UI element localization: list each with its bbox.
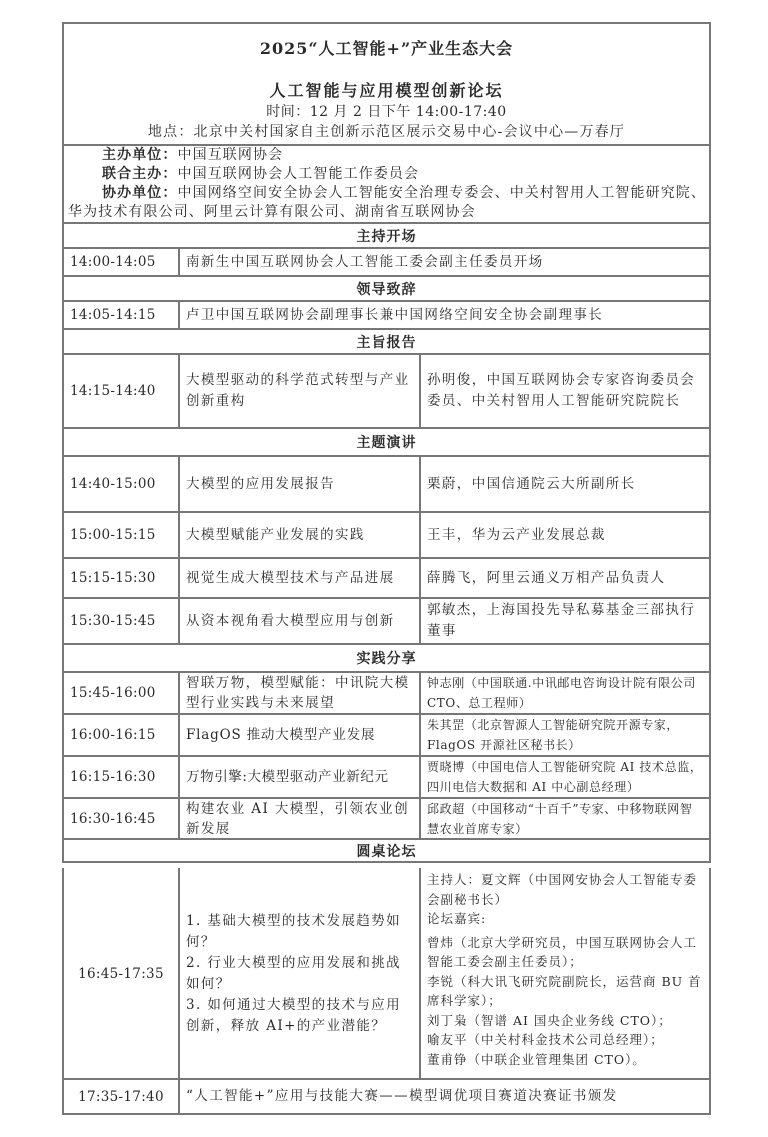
question-item: 2. 行业大模型的应用发展和挑战如何？ bbox=[186, 955, 402, 992]
section-opening: 主持开场 bbox=[356, 228, 417, 245]
content-cell: 南新生中国互联网协会人工智能工委会副主任委员开场 bbox=[186, 253, 544, 270]
cohost-value: 中国互联网协会人工智能工作委员会 bbox=[177, 166, 420, 182]
speaker-cell: 孙明俊，中国互联网协会专家咨询委员会委员、中关村智用人工智能研究院院长 bbox=[427, 372, 696, 409]
time-cell: 16:15-16:30 bbox=[70, 769, 156, 785]
topic-cell: 从资本视角看大模型应用与创新 bbox=[186, 612, 395, 629]
time-cell: 14:15-14:40 bbox=[70, 383, 156, 399]
section-keynote: 主旨报告 bbox=[356, 334, 417, 351]
question-item: 1. 基础大模型的技术发展趋势如何？ bbox=[186, 913, 402, 950]
speaker-cell: 钟志刚（中国联通.中讯邮电咨询设计院有限公司 CTO、总工程师） bbox=[427, 676, 697, 710]
time-cell: 14:40-15:00 bbox=[70, 476, 156, 492]
time-cell: 17:35-17:40 bbox=[78, 1088, 164, 1105]
time-cell: 14:05-14:15 bbox=[70, 307, 156, 323]
support-value-line1: 中国网络空间安全协会人工智能安全治理专委会、中关村智用人工智能研究院、 bbox=[177, 185, 706, 201]
time-cell: 15:45-16:00 bbox=[70, 685, 156, 701]
topic-cell: 构建农业 AI 大模型，引领农业创新发展 bbox=[186, 800, 409, 837]
time-cell: 16:30-16:45 bbox=[70, 810, 156, 827]
topic-cell: FlagOS 推动大模型产业发展 bbox=[186, 726, 376, 743]
conference-title: 2025“人工智能+”产业生态大会 bbox=[259, 39, 514, 58]
forum-title: 人工智能与应用模型创新论坛 bbox=[269, 81, 504, 100]
topic-cell: 智联万物，模型赋能：中讯院大模型行业实践与未来展望 bbox=[186, 675, 410, 711]
time-cell: 16:00-16:15 bbox=[70, 727, 156, 743]
speaker-cell: 王丰，华为云产业发展总裁 bbox=[427, 526, 606, 543]
time-cell: 14:00-14:05 bbox=[70, 254, 156, 270]
host-value: 中国互联网协会 bbox=[177, 147, 284, 163]
speaker-cell: 朱其罡（北京智源人工智能研究院开源专家，FlagOS 开源社区秘书长） bbox=[427, 718, 680, 752]
moderator: 主持人：夏文辉（中国网安协会人工智能专委会副秘书长） bbox=[427, 872, 698, 907]
time-cell: 15:15-15:30 bbox=[70, 570, 156, 586]
organizer-host bbox=[64, 146, 747, 165]
divider bbox=[62, 1113, 711, 1115]
section-theme: 主题演讲 bbox=[356, 435, 417, 451]
guest-item: 董甫铮（中联企业管理集团 CTO）。 bbox=[427, 1051, 646, 1067]
event-location: 地点：北京中关村国家自主创新示范区展示交易中心-会议中心—万春厅 bbox=[147, 124, 626, 140]
time-cell: 15:00-15:15 bbox=[70, 527, 156, 543]
topic-cell: 视觉生成大模型技术与产品进展 bbox=[186, 569, 395, 586]
event-time: 时间：12 月 2 日下午 14:00-17:40 bbox=[266, 104, 507, 120]
speaker-cell: 郭敏杰，上海国投先导私募基金三部执行董事 bbox=[427, 602, 696, 639]
guest-item: 喻友平（中关村科金技术公司总经理）； bbox=[427, 1032, 664, 1047]
divider bbox=[62, 861, 711, 863]
speaker-cell: 薛腾飞，阿里云通义万相产品负责人 bbox=[427, 569, 666, 586]
speaker-cell: 贾晓博（中国电信人工智能研究院 AI 技术总监，四川电信大数据和 AI 中心副总经理） bbox=[427, 760, 703, 794]
guests-label: 论坛嘉宾: bbox=[427, 911, 487, 926]
cohost-label: 联合主办： bbox=[102, 166, 178, 182]
speaker-cell: 栗蔚，中国信通院云大所副所长 bbox=[427, 475, 636, 492]
time-cell: 16:45-17:35 bbox=[78, 966, 164, 982]
topic-cell: 万物引擎:大模型驱动产业新纪元 bbox=[186, 768, 389, 785]
time-cell: 15:30-15:45 bbox=[70, 613, 156, 629]
divider bbox=[62, 22, 711, 24]
question-item: 3. 如何通过大模型的技术与应用创新，释放 AI+的产业潜能？ bbox=[186, 997, 402, 1034]
roundtable-panel bbox=[421, 868, 709, 1078]
support-label: 协办单位： bbox=[102, 185, 178, 201]
section-leaders: 领导致辞 bbox=[356, 281, 417, 298]
guest-item: 李锐（科大讯飞研究院副院长，运营商 BU 首席科学家）； bbox=[427, 973, 702, 1008]
section-practice: 实践分享 bbox=[356, 651, 417, 667]
topic-cell: 大模型驱动的科学范式转型与产业创新重构 bbox=[186, 372, 410, 409]
topic-cell: 大模型赋能产业发展的实践 bbox=[186, 526, 365, 543]
host-label: 主办单位： bbox=[102, 147, 178, 163]
content-cell: 卢卫中国互联网协会副理事长兼中国网络空间安全协会副理事长 bbox=[186, 306, 604, 323]
guest-item: 刘丁枭（智谱 AI 国央企业务线 CTO）； bbox=[427, 1012, 672, 1028]
section-roundtable: 圆桌论坛 bbox=[356, 843, 417, 860]
support-value-line2: 华为技术有限公司、阿里云计算有限公司、湖南省互联网协会 bbox=[68, 204, 476, 220]
organizer-cohost bbox=[64, 165, 747, 184]
content-cell: “人工智能+”应用与技能大赛——模型调优项目赛道决赛证书颁发 bbox=[186, 1088, 618, 1104]
speaker-cell: 邱政超（中国移动“十百千”专家、中移物联网智慧农业首席专家） bbox=[427, 801, 693, 836]
topic-cell: 大模型的应用发展报告 bbox=[186, 475, 335, 492]
organizer-support bbox=[64, 184, 747, 203]
roundtable-questions bbox=[180, 870, 419, 1078]
organizer-support-cont bbox=[64, 203, 713, 222]
guest-item: 曾炜（北京大学研究员，中国互联网协会人工智能工委会副主任委员）； bbox=[427, 934, 698, 969]
